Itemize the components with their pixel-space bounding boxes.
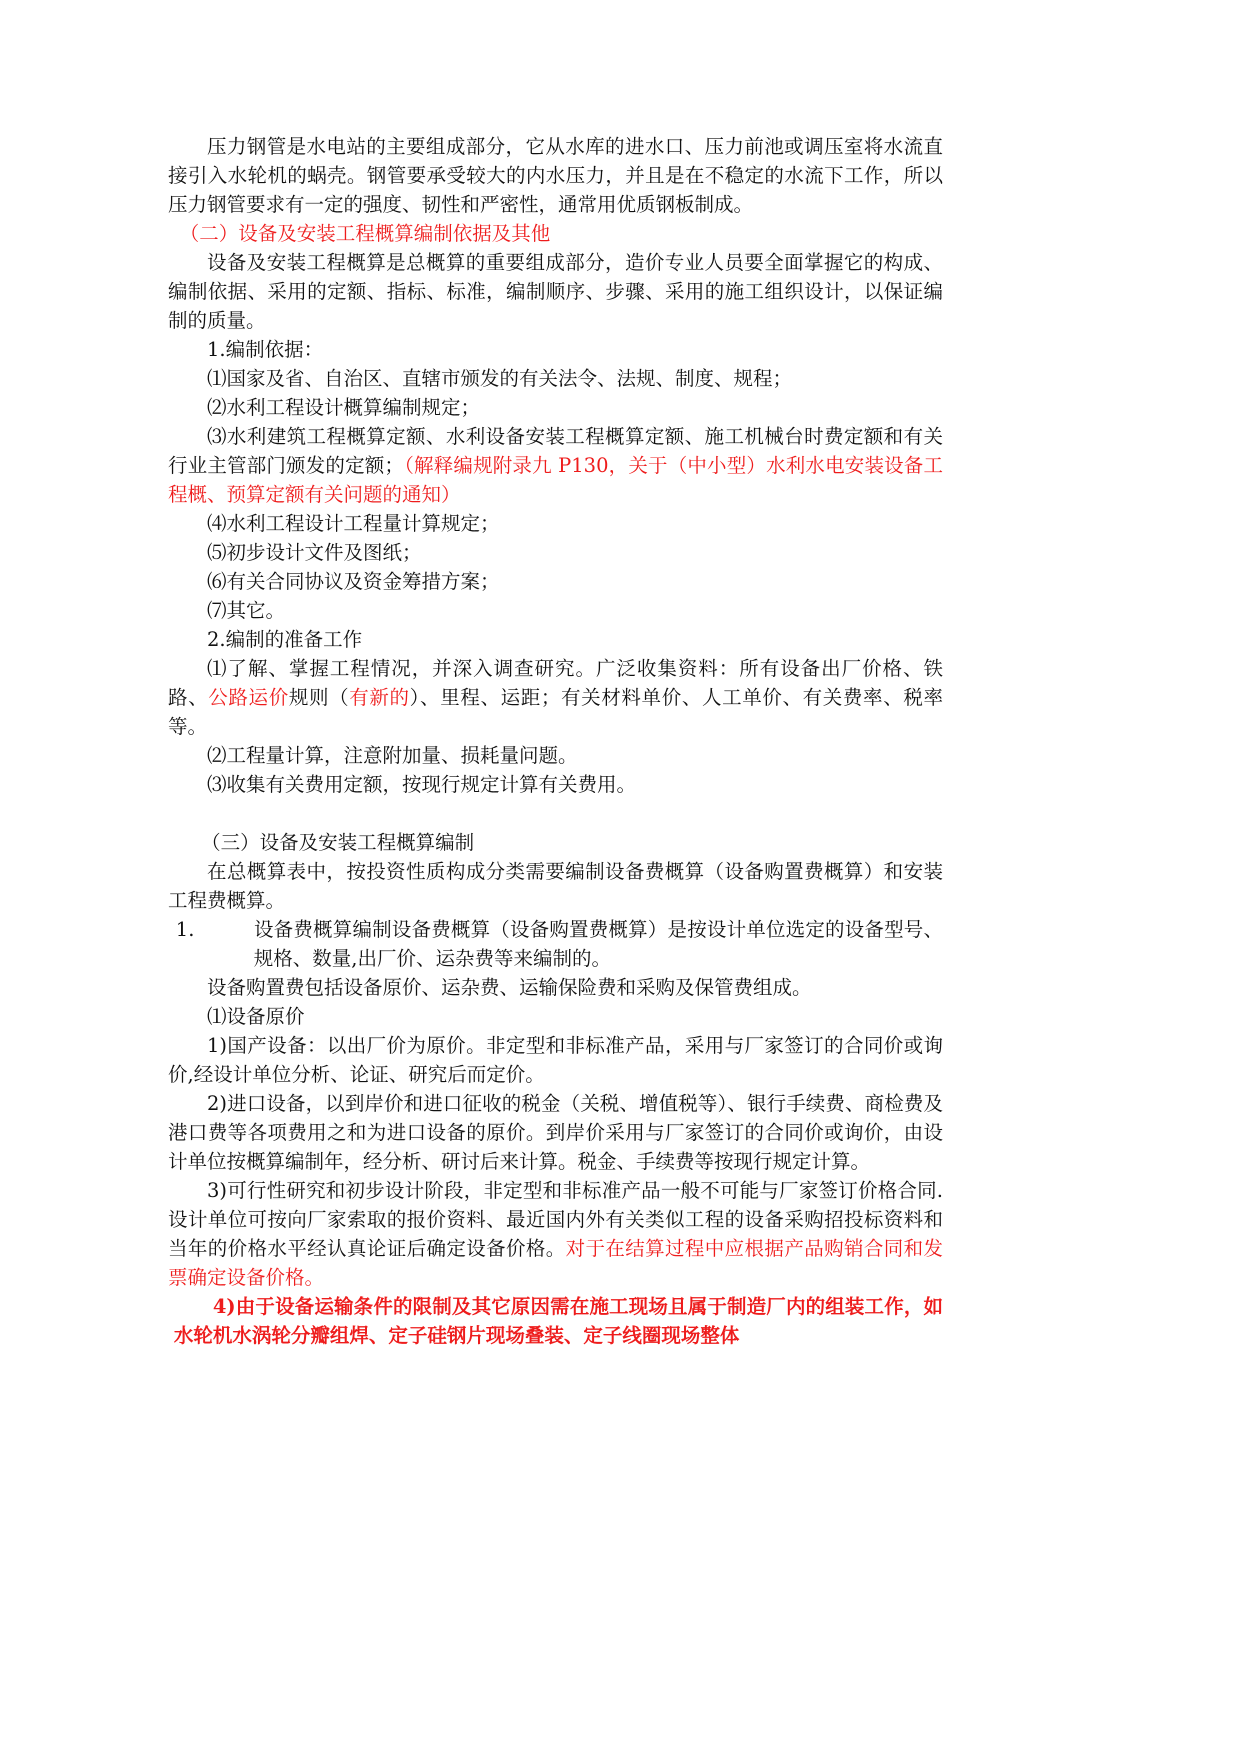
basis-item-3 (168, 422, 943, 509)
basis-item-6: ⑹有关合同协议及资金筹措方案； (207, 570, 500, 593)
basis-item-2: ⑵水利工程设计概算编制规定； (207, 396, 481, 419)
paragraph-penstock: 压力钢管是水电站的主要组成部分，它从水库的进水口、压力前池或调压室将水流直接引入水轮机的蜗壳。钢管要承受较大的内水压力，并且是在不稳定的水流下工作，所以压力钢管要求有一定的强度、韧性和严密性，通常用优质钢板制成。 (168, 135, 943, 216)
basis-item-5: ⑸初步设计文件及图纸； (207, 541, 422, 564)
prep-item-2: ⑵工程量计算，注意附加量、损耗量问题。 (207, 744, 578, 767)
numbered-item-1-number: 1. (175, 918, 195, 941)
paragraph-section3-intro: 在总概算表中，按投资性质构成分类需要编制设备费概算（设备购置费概算）和安装工程费概算。 (168, 860, 943, 912)
document-page (168, 132, 943, 1350)
imported-equipment-paragraph: 2)进口设备，以到岸价和进口征收的税金（关税、增值税等）、银行手续费、商检费及港口费等各项费用之和为进口设备的原价。到岸价采用与厂家签订的合同价或询价，由设计单位按概算编制年，经分析、研讨后来计算。税金、手续费等按现行规定计算。 (168, 1092, 943, 1173)
feasibility-note: 对于在结算过程中应根据产品购销合同和发票确定设备价格。 (168, 1237, 943, 1289)
feasibility-paragraph (168, 1176, 943, 1292)
blank-line (168, 799, 943, 828)
paragraph-section2-intro: 设备及安装工程概算是总概算的重要组成部分，造价专业人员要全面掌握它的构成、编制依据、采用的定额、指标、标准，编制顺序、步骤、采用的施工组织设计，以保证编制的质量。 (168, 251, 943, 332)
basis-item-1: ⑴国家及省、自治区、直辖市颁发的有关法令、法规、制度、规程； (207, 367, 793, 390)
section-heading-3: （三）设备及安装工程概算编制 (201, 831, 475, 854)
feasibility-text: 3)可行性研究和初步设计阶段，非定型和非标准产品一般不可能与厂家签订价格合同.设计单位可按向厂家索取的报价资料、最近国内外有关类似工程的设备采购招投标资料和当年的价格水平经认真论证后确定设备价格。 (168, 1179, 943, 1260)
prep-item-1-part-b: 规则（ (288, 686, 350, 709)
section-heading-2: （二）设备及安装工程概算编制依据及其他 (179, 222, 551, 245)
prep-item-1-part-c: ）、里程、运距；有关材料单价、人工单价、有关费率、税率等。 (168, 686, 943, 738)
numbered-item-1 (168, 915, 943, 973)
prep-item-1-part-a: ⑴了解、掌握工程情况，并深入调查研究。广泛收集资料：所有设备出厂价格、铁路、 (168, 657, 943, 709)
numbered-item-1-text: 设备费概算编制设备费概算（设备购置费概算）是按设计单位选定的设备型号、规格、数量,出厂价、运杂费等来编制的。 (253, 918, 943, 970)
basis-title: 1.编制依据： (207, 338, 324, 361)
basis-item-3-note: （解释编规附录九 P130，关于（中小型）水利水电安装设备工程概、预算定额有关问题的通知） (168, 454, 943, 506)
prep-title: 2.编制的准备工作 (207, 628, 363, 651)
prep-item-1 (168, 654, 943, 741)
basis-item-3-text: ⑶水利建筑工程概算定额、水利设备安装工程概算定额、施工机械台时费定额和有关行业主管部门颁发的定额； (168, 425, 943, 477)
basis-item-7: ⑺其它。 (207, 599, 286, 622)
basis-item-4: ⑷水利工程设计工程量计算规定； (207, 512, 500, 535)
domestic-equipment-paragraph: 1)国产设备：以出厂价为原价。非定型和非标准产品，采用与厂家签订的合同价或询价,经设计单位分析、论证、研究后而定价。 (168, 1034, 943, 1086)
purchase-cost-paragraph: 设备购置费包括设备原价、运杂费、运输保险费和采购及保管费组成。 (207, 976, 812, 999)
onsite-assembly-paragraph: 4)由于设备运输条件的限制及其它原因需在施工现场且属于制造厂内的组装工作，如水轮机水涡轮分瓣组焊、定子硅钢片现场叠装、定子线圈现场整体 (173, 1295, 943, 1347)
prep-item-1-highlight-road: 公路运价 (208, 686, 289, 709)
original-price-title: ⑴设备原价 (207, 1005, 305, 1028)
prep-item-3: ⑶收集有关费用定额，按现行规定计算有关费用。 (207, 773, 637, 796)
prep-item-1-highlight-new: 有新的 (349, 686, 410, 709)
